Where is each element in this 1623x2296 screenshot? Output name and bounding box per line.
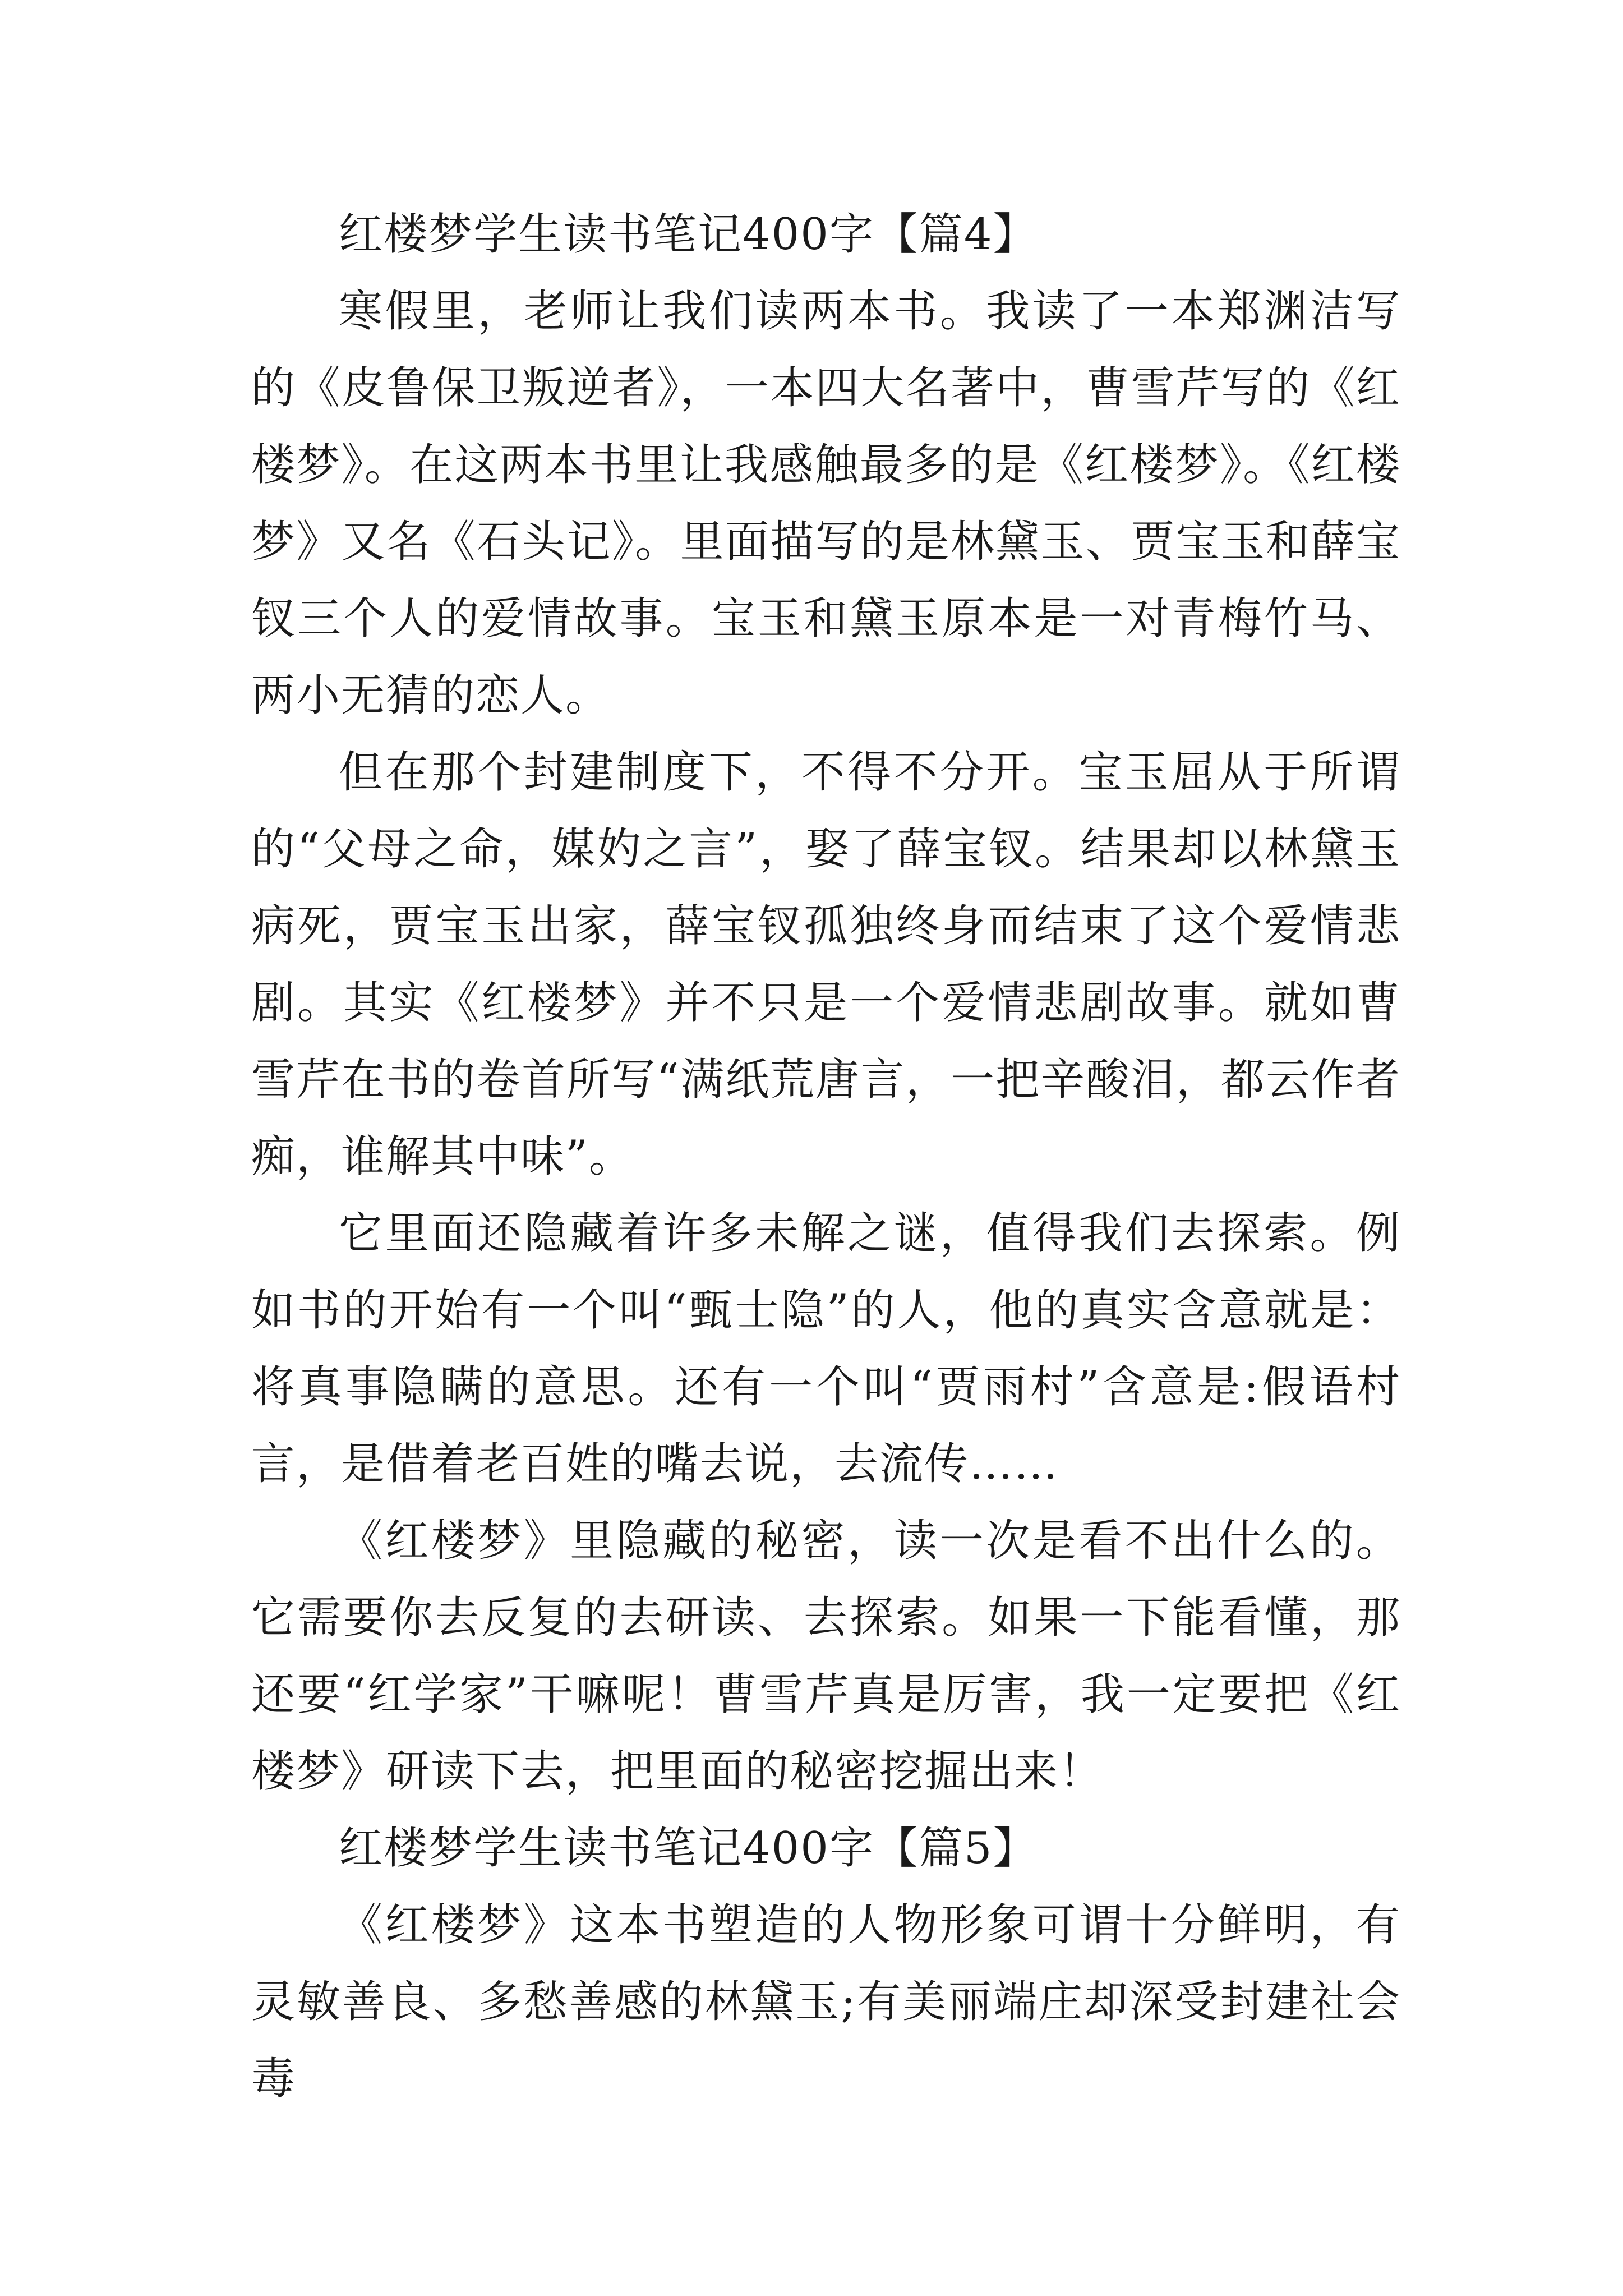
paragraph: 它里面还隐藏着许多未解之谜，值得我们去探索。例如书的开始有一个叫“甄士隐”的人，他的真实含意就是：将真事隐瞒的意思。还有一个叫“贾雨村”含意是:假语村言，是借着老百姓的嘴去说，去流传…… bbox=[251, 1208, 1401, 1489]
document-body bbox=[251, 196, 1401, 2118]
heading-part-4: 红楼梦学生读书笔记400字【篇4】 bbox=[339, 209, 1038, 260]
paragraph: 但在那个封建制度下，不得不分开。宝玉屈从于所谓的“父母之命，媒妁之言”，娶了薛宝钗。结果却以林黛玉病死，贾宝玉出家，薛宝钗孤独终身而结束了这个爱情悲剧。其实《红楼梦》并不只是一个爱情悲剧故事。就如曹雪芹在书的卷首所写“满纸荒唐言，一把辛酸泪，都云作者痴，谁解其中味”。 bbox=[251, 747, 1401, 1182]
paragraph: 《红楼梦》这本书塑造的人物形象可谓十分鲜明，有灵敏善良、多愁善感的林黛玉;有美丽端庄却深受封建社会毒 bbox=[251, 1900, 1401, 2104]
paragraph: 《红楼梦》里隐藏的秘密，读一次是看不出什么的。它需要你去反复的去研读、去探索。如果一下能看懂，那还要“红学家”干嘛呢！曹雪芹真是厉害，我一定要把《红楼梦》研读下去，把里面的秘密挖掘出来！ bbox=[251, 1516, 1401, 1797]
heading-part-5: 红楼梦学生读书笔记400字【篇5】 bbox=[339, 1823, 1038, 1874]
paragraph: 寒假里，老师让我们读两本书。我读了一本郑渊洁写的《皮鲁保卫叛逆者》，一本四大名著中，曹雪芹写的《红楼梦》。在这两本书里让我感触最多的是《红楼梦》。《红楼梦》又名《石头记》。里面描写的是林黛玉、贾宝玉和薛宝钗三个人的爱情故事。宝玉和黛玉原本是一对青梅竹马、两小无猜的恋人。 bbox=[251, 286, 1401, 721]
